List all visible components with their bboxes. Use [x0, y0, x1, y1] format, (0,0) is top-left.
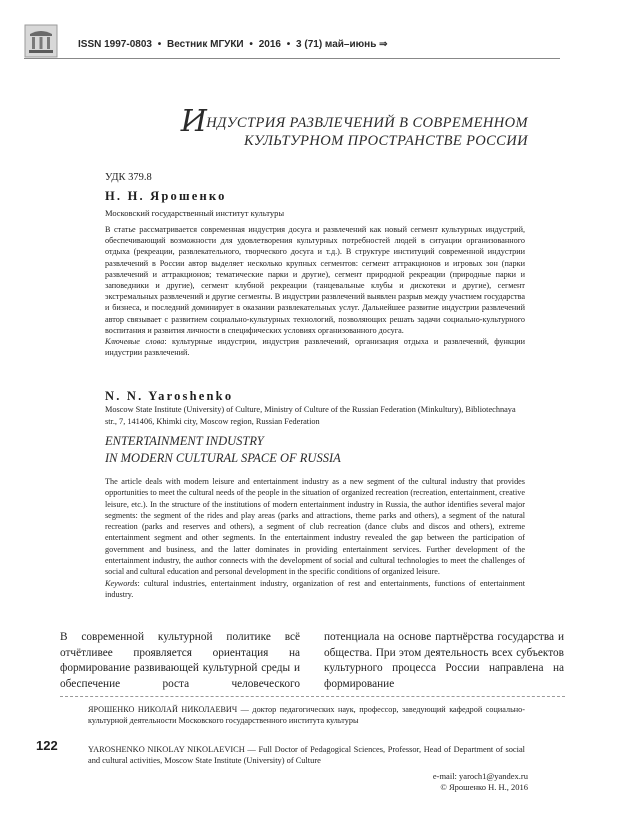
keywords-ru: : культурные индустрии, индустрия развлечений, организация отдыха и развлечений, функции индустрии развлечений.: [105, 337, 525, 358]
body-column-2: потенциала на основе партнёрства государства и общества. При этом деятельность всех субъектов культурного процесса России направлена на формирование: [324, 631, 564, 690]
author-bio-ru: ЯРОШЕНКО НИКОЛАЙ НИКОЛАЕВИЧ — доктор педагогических наук, профессор, заведующий кафедрой социально-культурной деятельности Московского государственного института культуры: [88, 705, 525, 725]
issue: 3 (71) май–июнь: [296, 39, 377, 50]
title-ru-line-1-text: НДУСТРИЯ РАЗВЛЕЧЕНИЙ В СОВРЕМЕННОМ: [206, 115, 528, 131]
author-bio-en: YAROSHENKO NIKOLAY NIKOLAEVICH — Full Doctor of Pedagogical Sciences, Professor, Head of Department of social and cultural activities, Moscow State Institute (University) of Culture: [88, 745, 525, 766]
bullet-2: •: [249, 39, 253, 50]
copyright: © Ярошенко Н. Н., 2016: [440, 782, 528, 792]
title-ru-line-1: [150, 104, 528, 139]
author-en: N. N. Yaroshenko: [105, 389, 234, 403]
running-header: [78, 39, 388, 50]
header-rule: [24, 58, 560, 59]
affiliation-ru: Московский государственный институт культуры: [105, 208, 285, 218]
title-initial: И: [180, 104, 208, 139]
bullet-1: •: [157, 39, 162, 50]
udk-code: УДК 379.8: [105, 172, 152, 183]
page-number: 122: [36, 738, 58, 753]
title-ru-line-2: КУЛЬТУРНОМ ПРОСТРАНСТВЕ РОССИИ: [244, 133, 528, 149]
affiliation-en: Moscow State Institute (University) of Culture, Ministry of Culture of the Russian Federation (Minkultury), Bibliotechnaya str., 7, 141406, Khimki city, Moscow region, Russian Federation: [105, 405, 516, 426]
abstract-en-text: The article deals with modern leisure and entertainment industry as a new segment of the cultural industry that provides opportunities to meet the cultural needs of the people in the situation of organized recreation (recreation, entertainment, creative leisure, etc.). In the structure of the institutions of modern entertainment industry in Russia, the author identifies several major segments: the segment of the rides and play areas (parks and attractions, theme parks and others), a segment of the natural recreation (parks and reserves and others), a segment of club recreation (dance clubs and discos and others), extreme entertainment segment and other segments. In the entertainment industry revealed the gap between the participation of government and business, and the latter dominates in providing entertainment services. Further development of the entertainment industry, the author connects with the development of social and cultural technologies to meet the challenges of social and cultural education and personal development in the specific conditions of organized leisure.: [105, 477, 525, 577]
journal-logo: [24, 24, 58, 58]
article-title-ru: [150, 104, 528, 150]
footnote-rule: [60, 696, 565, 697]
author-email: e-mail: yaroch1@yandex.ru: [432, 771, 528, 781]
bullet-3: •: [286, 39, 291, 50]
body-column-1: В современной культурной политике всё отчётливее проявляется ориентация на формирование развивающей культурной среды и обеспечение роста человеческого: [60, 631, 300, 690]
article-title-en: [105, 433, 341, 467]
keywords-en: : cultural industries, entertainment industry, organization of rest and entertainments, functions of entertainment industry.: [105, 578, 525, 599]
keywords-en-label: Keywords: [105, 578, 138, 588]
abstract-ru-text: В статье рассматривается современная индустрия досуга и развлечений как новый сегмент культурных индустрий, обеспечивающий возможности для удовлетворения культурных потребностей людей в ситуации организованного отдыха (рекреации, развлекательного, творческого досуга и т.д.). В структуре институций современной индустрии развлечений в России автор выделяет несколько крупных сегментов: сегмент аттракционов и игровых зон (парки развлечений и аттракционов; тематические парки и другие), сегмент природной рекреации (природные парки и заповедники и другие), сегмент клубной рекреации (танцевальные клубы и дискотеки и другие), сегмент экстремальных развлечений и другие сегменты. В индустрии развлечений выявлен разрыв между участием государства и бизнеса, и последний доминирует в оказании развлекательных услуг. Дальнейшее развитие индустрии развлечений автор связывает с развитием социально-культурных технологий, позволяющих решать задачи социально-культурного воспитания и развития личности в специфических условиях организованного досуга.: [105, 225, 525, 335]
keywords-ru-label: Ключевые слова: [105, 337, 165, 347]
journal-name: Вестник МГУКИ: [167, 39, 244, 50]
arrow-icon: ⇒: [379, 39, 388, 50]
year: 2016: [258, 39, 281, 50]
abstract-en: [105, 476, 525, 600]
issn: ISSN 1997-0803: [78, 39, 152, 50]
abstract-ru: [105, 224, 525, 358]
title-en-line-2: IN MODERN CULTURAL SPACE OF RUSSIA: [105, 451, 341, 465]
title-en-line-1: ENTERTAINMENT INDUSTRY: [105, 434, 264, 448]
author-ru: Н. Н. Ярошенко: [105, 189, 227, 203]
